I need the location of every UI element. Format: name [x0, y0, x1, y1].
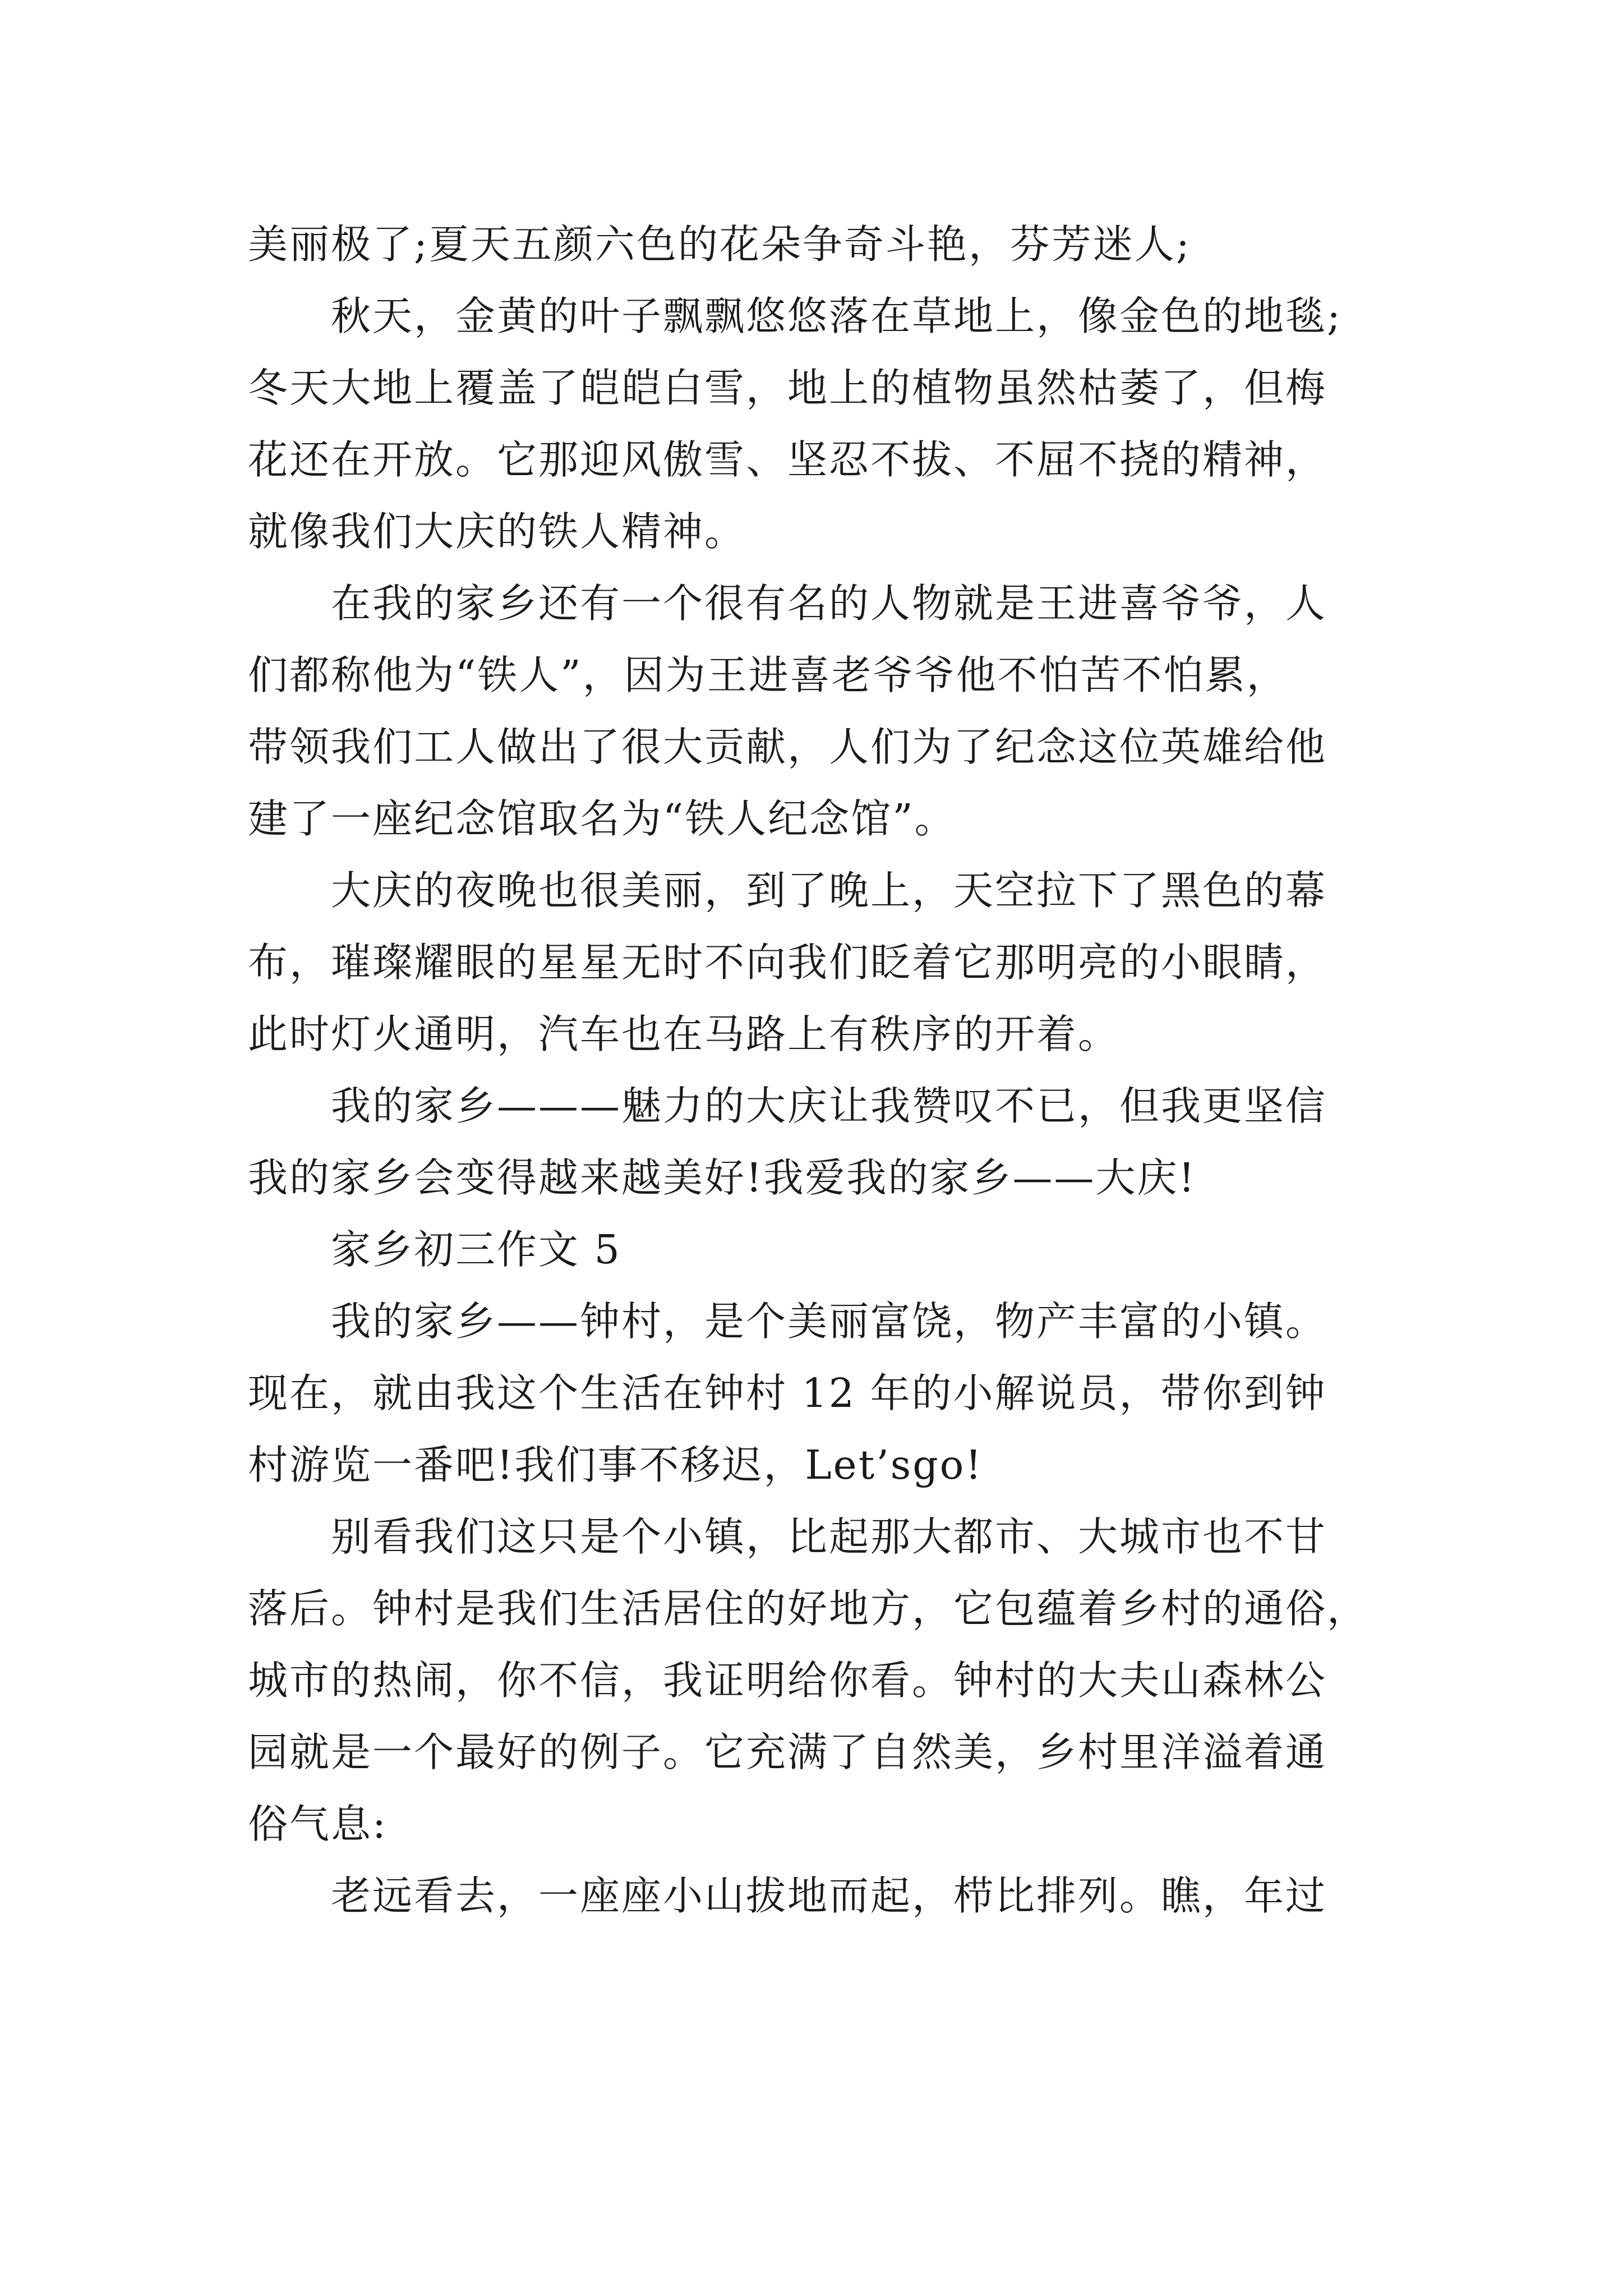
text-line: 现在，就由我这个生活在钟村 12 年的小解说员，带你到钟: [248, 1370, 1327, 1416]
text-line: 俗气息:: [248, 1801, 388, 1847]
text-line: 城市的热闹，你不信，我证明给你看。钟村的大夫山森林公: [248, 1657, 1327, 1704]
text-line: 老远看去，一座座小山拔地而起，栉比排列。瞧，年过: [331, 1872, 1327, 1919]
text-line: 园就是一个最好的例子。它充满了自然美，乡村里洋溢着通: [248, 1729, 1327, 1775]
text-line: 在我的家乡还有一个很有名的人物就是王进喜爷爷，人: [331, 580, 1327, 627]
text-line: 我的家乡———魅力的大庆让我赞叹不已，但我更坚信: [331, 1083, 1327, 1129]
text-line: 美丽极了;夏天五颜六色的花朵争奇斗艳，芬芳迷人;: [248, 221, 1191, 268]
text-line: 我的家乡会变得越来越美好!我爱我的家乡——大庆!: [248, 1154, 1197, 1201]
text-line: 布，璀璨耀眼的星星无时不向我们眨着它那明亮的小眼睛，: [248, 939, 1327, 986]
text-line: 带领我们工人做出了很大贡献，人们为了纪念这位英雄给他: [248, 724, 1327, 770]
body-text: [248, 209, 1386, 1932]
text-line: 们都称他为“铁人”，因为王进喜老爷爷他不怕苦不怕累，: [248, 652, 1288, 698]
text-line: 落后。钟村是我们生活居住的好地方，它包蕴着乡村的通俗，: [248, 1585, 1369, 1632]
text-line: 花还在开放。它那迎风傲雪、坚忍不拔、不屈不挠的精神，: [248, 436, 1327, 483]
text-line: 冬天大地上覆盖了皑皑白雪，地上的植物虽然枯萎了，但梅: [248, 365, 1327, 411]
text-line: 大庆的夜晚也很美丽，到了晚上，天空拉下了黑色的幕: [331, 867, 1327, 914]
text-line: 村游览一番吧!我们事不移迟，Let’sgo!: [248, 1442, 983, 1488]
text-line: 此时灯火通明，汽车也在马路上有秩序的开着。: [248, 1011, 1120, 1057]
text-line: 秋天，金黄的叶子飘飘悠悠落在草地上，像金色的地毯;: [331, 293, 1342, 339]
text-line: 别看我们这只是个小镇，比起那大都市、大城市也不甘: [331, 1513, 1327, 1560]
text-line: 我的家乡——钟村，是个美丽富饶，物产丰富的小镇。: [331, 1298, 1327, 1345]
text-line: 就像我们大庆的铁人精神。: [248, 508, 746, 555]
section-heading: 家乡初三作文 5: [331, 1226, 621, 1273]
text-line: 建了一座纪念馆取名为“铁人纪念馆”。: [248, 795, 956, 842]
